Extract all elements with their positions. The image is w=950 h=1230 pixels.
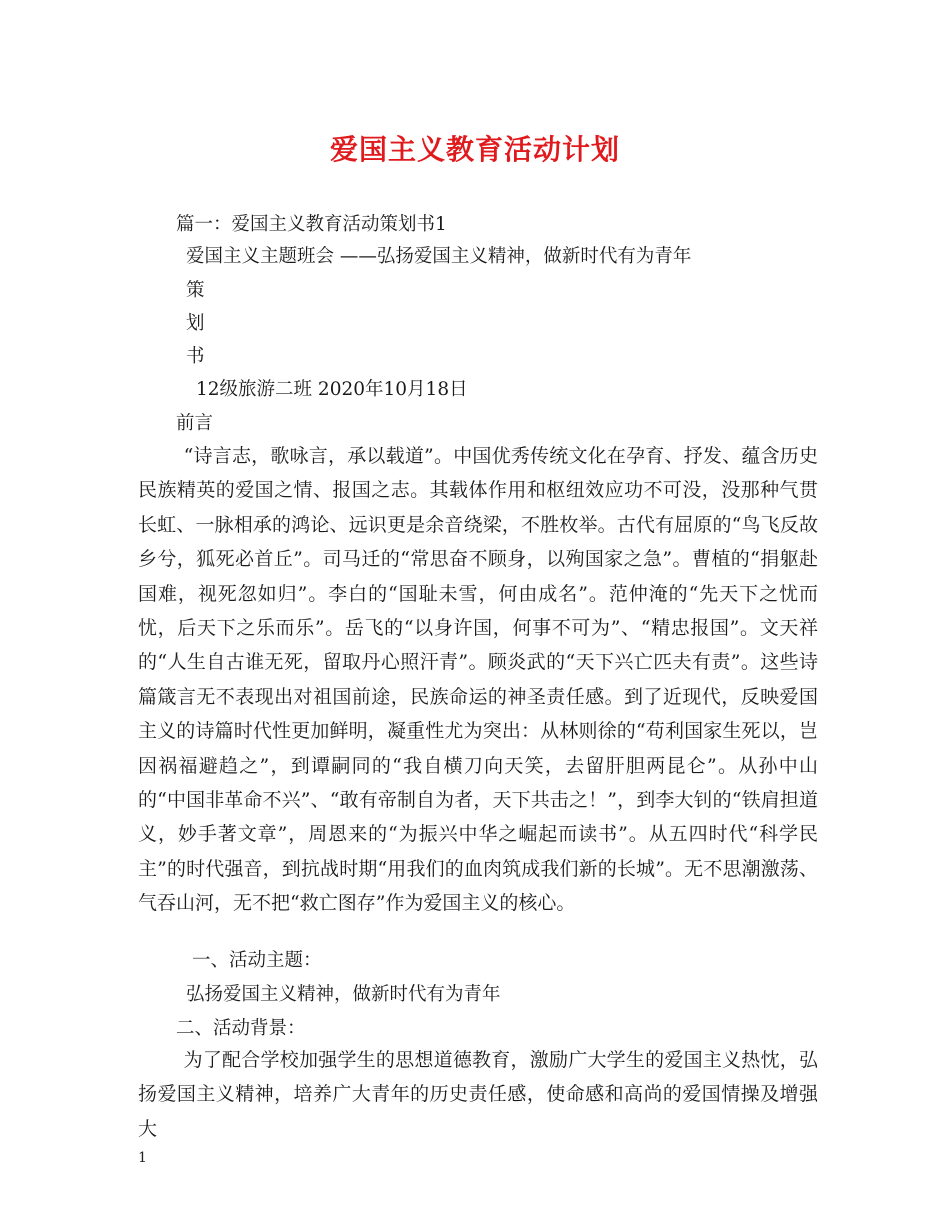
plan-label-char-1: 策 bbox=[186, 280, 205, 301]
preface-paragraph: “诗言志，歌咏言，承以载道”。中国优秀传统文化在孕育、抒发、蕴含历史民族精英的爱国之情、报国之志。其载体作用和枢纽效应功不可没，没那种气贯长虹、一脉相承的鸿论、远识更是余音绕梁，不胜枚举。古代有屈原的“鸟飞反故乡兮，狐死必首丘”。司马迁的“常思奋不顾身，以殉国家之急”。曹植的“捐躯赴国难，视死忽如归”。李白的“国耻未雪，何由成名”。范仲淹的“先天下之忧而忧，后天下之乐而乐”。岳飞的“以身许国，何事不可为”、“精忠报国”。文天祥的“人生自古谁无死，留取丹心照汗青”。顾炎武的“天下兴亡匹夫有责”。这些诗篇箴言无不表现出对祖国前途，民族命运的神圣责任感。到了近现代，反映爱国主义的诗篇时代性更加鲜明，凝重性尤为突出：从林则徐的“苟利国家生死以，岂因祸福避趋之”，到谭嗣同的“我自横刀向天笑，去留肝胆两昆仑”。从孙中山的“中国非革命不兴”、“敢有帝制自为者，天下共击之！”，到李大钊的“铁肩担道义，妙手著文章”，周恩来的“为振兴中华之崛起而读书”。从五四时代“科学民主”的时代强音，到抗战时期“用我们的血肉筑成我们新的长城”。无不思潮激荡、气吞山河，无不把“救亡图存”作为爱国主义的核心。 bbox=[138, 445, 818, 915]
section-2-heading: 二、活动背景： bbox=[176, 1018, 306, 1039]
section-1-heading: 一、活动主题： bbox=[192, 950, 322, 971]
preface-heading: 前言 bbox=[176, 413, 214, 434]
document-title: 爱国主义教育活动计划 bbox=[329, 133, 620, 166]
class-meeting-subject: 爱国主义主题班会 ——弘扬爱国主义精神，做新时代有为青年 bbox=[186, 246, 692, 267]
section-1-content: 弘扬爱国主义精神，做新时代有为青年 bbox=[186, 984, 501, 1005]
class-and-date: 12级旅游二班 2020年10月18日 bbox=[196, 379, 468, 400]
chapter-heading: 篇一：爱国主义教育活动策划书1 bbox=[176, 214, 447, 235]
plan-label-char-2: 划 bbox=[186, 313, 205, 334]
section-2-paragraph: 为了配合学校加强学生的思想道德教育，激励广大学生的爱国主义热忱，弘扬爱国主义精神，培养广大青年的历史责任感，使命感和高尚的爱国情操及增强大 bbox=[138, 1049, 818, 1140]
page-number: 1 bbox=[138, 1150, 147, 1166]
plan-label-char-3: 书 bbox=[186, 346, 205, 367]
